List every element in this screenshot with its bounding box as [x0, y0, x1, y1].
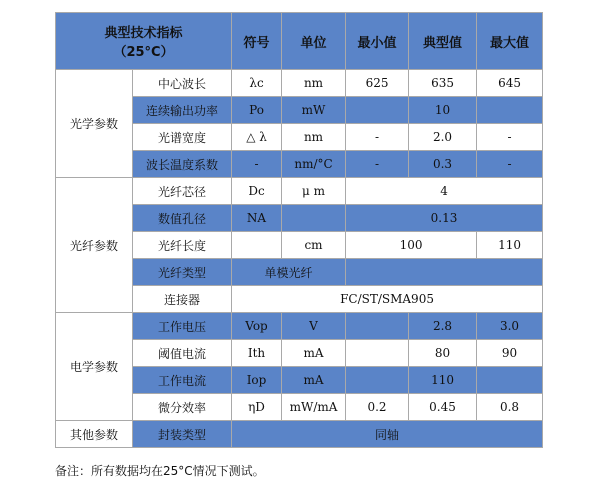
row-max: -: [477, 124, 543, 151]
row-max: [477, 97, 543, 124]
row-symbol: -: [232, 151, 282, 178]
row-unit: [282, 205, 346, 232]
row-min: [346, 313, 409, 340]
header-typ: 典型值: [409, 13, 477, 70]
row-typ: 635: [409, 70, 477, 97]
row-symbol: Vop: [232, 313, 282, 340]
row-name: 中心波长: [133, 70, 232, 97]
row-name: 光纤芯径: [133, 178, 232, 205]
header-max: 最大值: [477, 13, 543, 70]
row-symbol: ηD: [232, 394, 282, 421]
row-unit: cm: [282, 232, 346, 259]
row-min: [346, 340, 409, 367]
row-symbol: Ith: [232, 340, 282, 367]
footnote: 备注：所有数据均在25°C情况下测试。: [55, 464, 265, 478]
row-name: 阈值电流: [133, 340, 232, 367]
row-value: 单模光纤: [232, 259, 346, 286]
row-unit: V: [282, 313, 346, 340]
row-typ: 110: [409, 367, 477, 394]
header-unit: 单位: [282, 13, 346, 70]
row-name: 工作电流: [133, 367, 232, 394]
row-min: 0.2: [346, 394, 409, 421]
row-name: 封装类型: [133, 421, 232, 448]
row-name: 连接器: [133, 286, 232, 313]
row-typ: 2.0: [409, 124, 477, 151]
row-name: 微分效率: [133, 394, 232, 421]
row-max: 0.8: [477, 394, 543, 421]
table-row: [56, 178, 543, 205]
row-unit: nm: [282, 70, 346, 97]
row-max: 645: [477, 70, 543, 97]
row-empty: [346, 259, 543, 286]
row-max: 90: [477, 340, 543, 367]
row-symbol: Dc: [232, 178, 282, 205]
category-optical: 光学参数: [56, 70, 133, 178]
row-symbol: [232, 232, 282, 259]
row-max: [477, 367, 543, 394]
row-unit: nm: [282, 124, 346, 151]
row-name: 光谱宽度: [133, 124, 232, 151]
row-unit: nm/°C: [282, 151, 346, 178]
category-fiber: 光纤参数: [56, 178, 133, 313]
row-name: 工作电压: [133, 313, 232, 340]
row-min: 625: [346, 70, 409, 97]
row-name: 波长温度系数: [133, 151, 232, 178]
row-symbol: NA: [232, 205, 282, 232]
row-min: [346, 367, 409, 394]
row-min: [346, 97, 409, 124]
row-typ: 0.45: [409, 394, 477, 421]
row-symbol: Po: [232, 97, 282, 124]
row-min: -: [346, 124, 409, 151]
header-symbol: 符号: [232, 13, 282, 70]
row-typ: 0.13: [346, 205, 543, 232]
row-unit: μ m: [282, 178, 346, 205]
table-row: [56, 421, 543, 448]
row-name: 光纤类型: [133, 259, 232, 286]
row-max: 3.0: [477, 313, 543, 340]
row-max: 110: [477, 232, 543, 259]
row-typ: 80: [409, 340, 477, 367]
row-typ: 2.8: [409, 313, 477, 340]
table-row: [56, 70, 543, 97]
row-unit: mA: [282, 367, 346, 394]
header-min: 最小值: [346, 13, 409, 70]
category-other: 其他参数: [56, 421, 133, 448]
row-symbol: Iop: [232, 367, 282, 394]
row-typ: 4: [346, 178, 543, 205]
row-unit: mW/mA: [282, 394, 346, 421]
table-row: [56, 313, 543, 340]
header-param-label: 典型技术指标: [104, 26, 183, 41]
category-electrical: 电学参数: [56, 313, 133, 421]
row-name: 连续输出功率: [133, 97, 232, 124]
row-name: 数值孔径: [133, 205, 232, 232]
header-param-cond: （25°C）: [113, 45, 174, 60]
row-min: -: [346, 151, 409, 178]
row-symbol: λc: [232, 70, 282, 97]
header-param: [56, 13, 232, 70]
row-unit: mW: [282, 97, 346, 124]
spec-table: [55, 12, 543, 448]
row-value: FC/ST/SMA905: [232, 286, 543, 313]
row-unit: mA: [282, 340, 346, 367]
row-typ: 100: [346, 232, 477, 259]
row-symbol: △ λ: [232, 124, 282, 151]
row-value: 同轴: [232, 421, 543, 448]
row-name: 光纤长度: [133, 232, 232, 259]
row-typ: 10: [409, 97, 477, 124]
row-max: -: [477, 151, 543, 178]
header-row: [56, 13, 543, 70]
row-typ: 0.3: [409, 151, 477, 178]
